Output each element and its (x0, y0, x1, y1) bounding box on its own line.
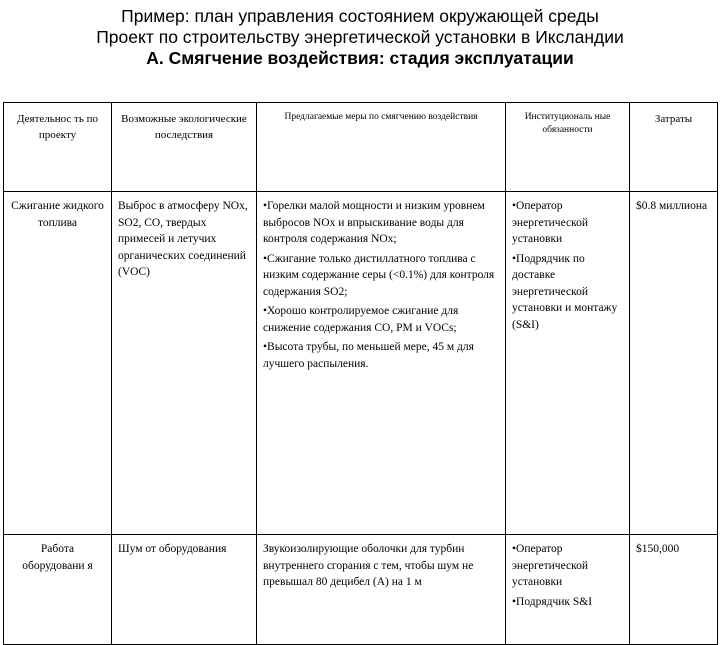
measure-item: •Сжигание только дистиллатного топлива с низким содержание серы (<0.1%) для контроля содержания SO2; (263, 252, 495, 298)
measure-item: •Хорошо контролируемое сжигание для снижение содержания CO, PM и VOCs; (263, 305, 459, 334)
cell-impacts: Выброс в атмосферу NOx, SO2, CO, твердых примесей и летучих органических соединений (VOC) (112, 192, 257, 535)
cell-institutional (506, 535, 630, 645)
mitigation-table (3, 102, 718, 645)
title-line-2: Проект по строительству энергетической установки в Иксландии (96, 27, 624, 47)
table-header-row (4, 103, 718, 192)
header-measures: Предлагаемые меры по смягчению воздействия (257, 103, 506, 192)
document-title (0, 6, 720, 69)
cell-impacts: Шум от оборудования (112, 535, 257, 645)
measure-item: Звукоизолирующие оболочки для турбин внутреннего сгорания с тем, чтобы шум не превышал 80 децибел (А) на 1 м (263, 543, 474, 588)
table-row (4, 535, 718, 645)
header-impacts: Возможные экологические последствия (112, 103, 257, 192)
responsibility-item: •Оператор энергетической установки (512, 200, 588, 245)
measure-item: •Высота трубы, по меньшей мере, 45 м для лучшего распыления. (263, 341, 474, 370)
cell-institutional (506, 192, 630, 535)
header-costs: Затраты (630, 103, 718, 192)
cell-measures (257, 535, 506, 645)
measure-item: •Горелки малой мощности и низким уровнем выбросов NOx и впрыскивание воды для контроля содержания NOx; (263, 200, 485, 245)
responsibility-item: •Подрядчик S&I (512, 595, 593, 608)
cell-cost: $0.8 миллиона (630, 192, 718, 535)
responsibility-item: •Подрядчик по доставке энергетической установки и монтажу (S&I) (512, 252, 618, 331)
table-row (4, 192, 718, 535)
cell-cost: $150,000 (630, 535, 718, 645)
header-activity: Деятельнос ть по проекту (4, 103, 112, 192)
header-institutional: Институциональ ные обязанности (506, 103, 630, 192)
title-line-1: Пример: план управления состоянием окружающей среды (121, 6, 599, 26)
cell-measures (257, 192, 506, 535)
cell-activity: Сжигание жидкого топлива (4, 192, 112, 535)
cell-activity: Работа оборудовани я (4, 535, 112, 645)
title-line-3: А. Смягчение воздействия: стадия эксплуатации (146, 48, 574, 68)
responsibility-item: •Оператор энергетической установки (512, 543, 588, 588)
